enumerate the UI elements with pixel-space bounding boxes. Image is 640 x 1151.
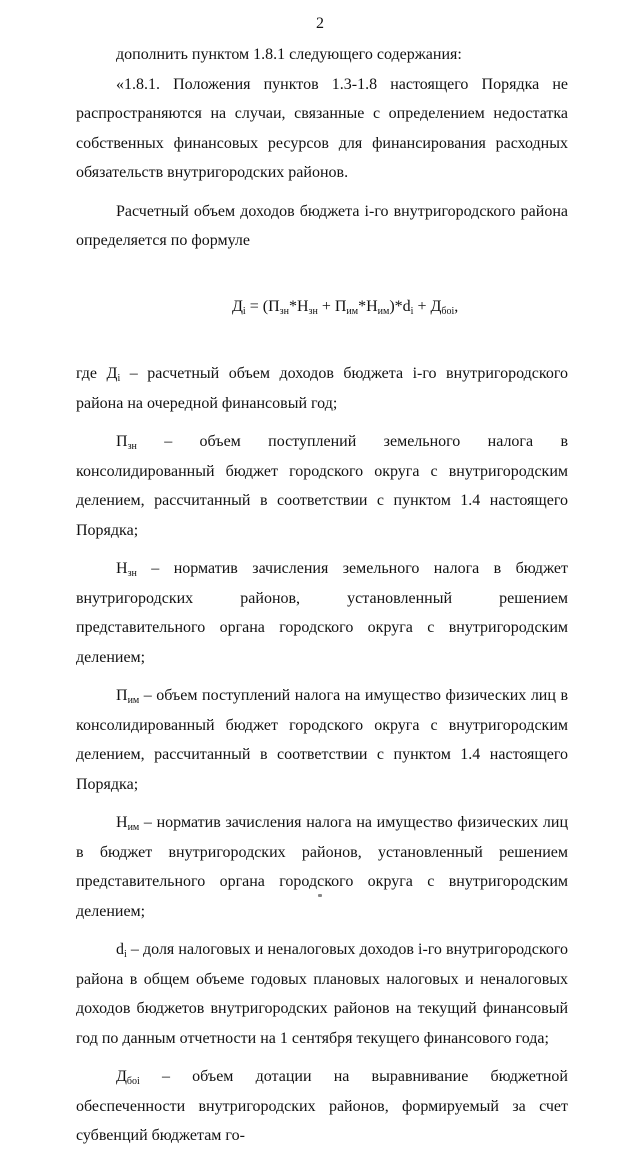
page-number: 2 <box>316 15 324 32</box>
definition-dboi: $Д_{боi}$ – объем дотации на выравнивание бюджетной обеспеченности внутригородских районов, формируемый за счет субвенций бюджетам го- <box>76 1068 568 1144</box>
definition-pzn: $П_{зн}$ – объем поступлений земельного налога в консолидированный бюджет городского округа с внутригородским делением, рассчитанный в соответствии с пунктом 1.4 настоящего Порядка; <box>76 433 568 539</box>
formula: $Д_i = (П_{зн}*Н_{зн} + П_{им}*Н_{им})*d_i + Д_{боi}$, <box>232 297 459 317</box>
quoted-clause: «1.8.1. Положения пунктов 1.3-1.8 настоящего Порядка не распространяются на случаи, связанные с определением недостатка собственных финансовых ресурсов для финансирования расходных обязательств внутригородских районов. <box>76 75 568 181</box>
scan-mark <box>318 894 322 897</box>
definition-di: где $Д_i$ – расчетный объем доходов бюджета i-го внутригородского района на очередной финансовый год; <box>76 365 568 412</box>
definition-nim: $Н_{им}$ – норматив зачисления налога на имущество физических лиц в бюджет внутригородских районов, установленный решением представительного органа городского округа с внутригородским делением; <box>76 814 568 920</box>
amendment-line: дополнить пунктом 1.8.1 следующего содержания: <box>116 46 462 63</box>
formula-intro: Расчетный объем доходов бюджета i-го внутригородского района определяется по формуле <box>76 202 568 249</box>
definition-pim: $П_{им}$ – объем поступлений налога на имущество физических лиц в консолидированный бюджет городского округа с внутригородским делением, рассчитанный в соответствии с пунктом 1.4 настоящего Порядка; <box>76 687 568 793</box>
document-body <box>76 40 568 1151</box>
definition-di-share: $d_i$ – доля налоговых и неналоговых доходов i-го внутригородского района в общем объеме годовых плановых налоговых и неналоговых доходов бюджетов внутригородских районов на текущий финансовый год по данным отчетности на 1 сентября текущего финансового года; <box>76 941 568 1047</box>
definition-nzn: $Н_{зн}$ – норматив зачисления земельного налога в бюджет внутригородских районов, установленный решением представительного органа городского округа с внутригородским делением; <box>76 560 568 666</box>
